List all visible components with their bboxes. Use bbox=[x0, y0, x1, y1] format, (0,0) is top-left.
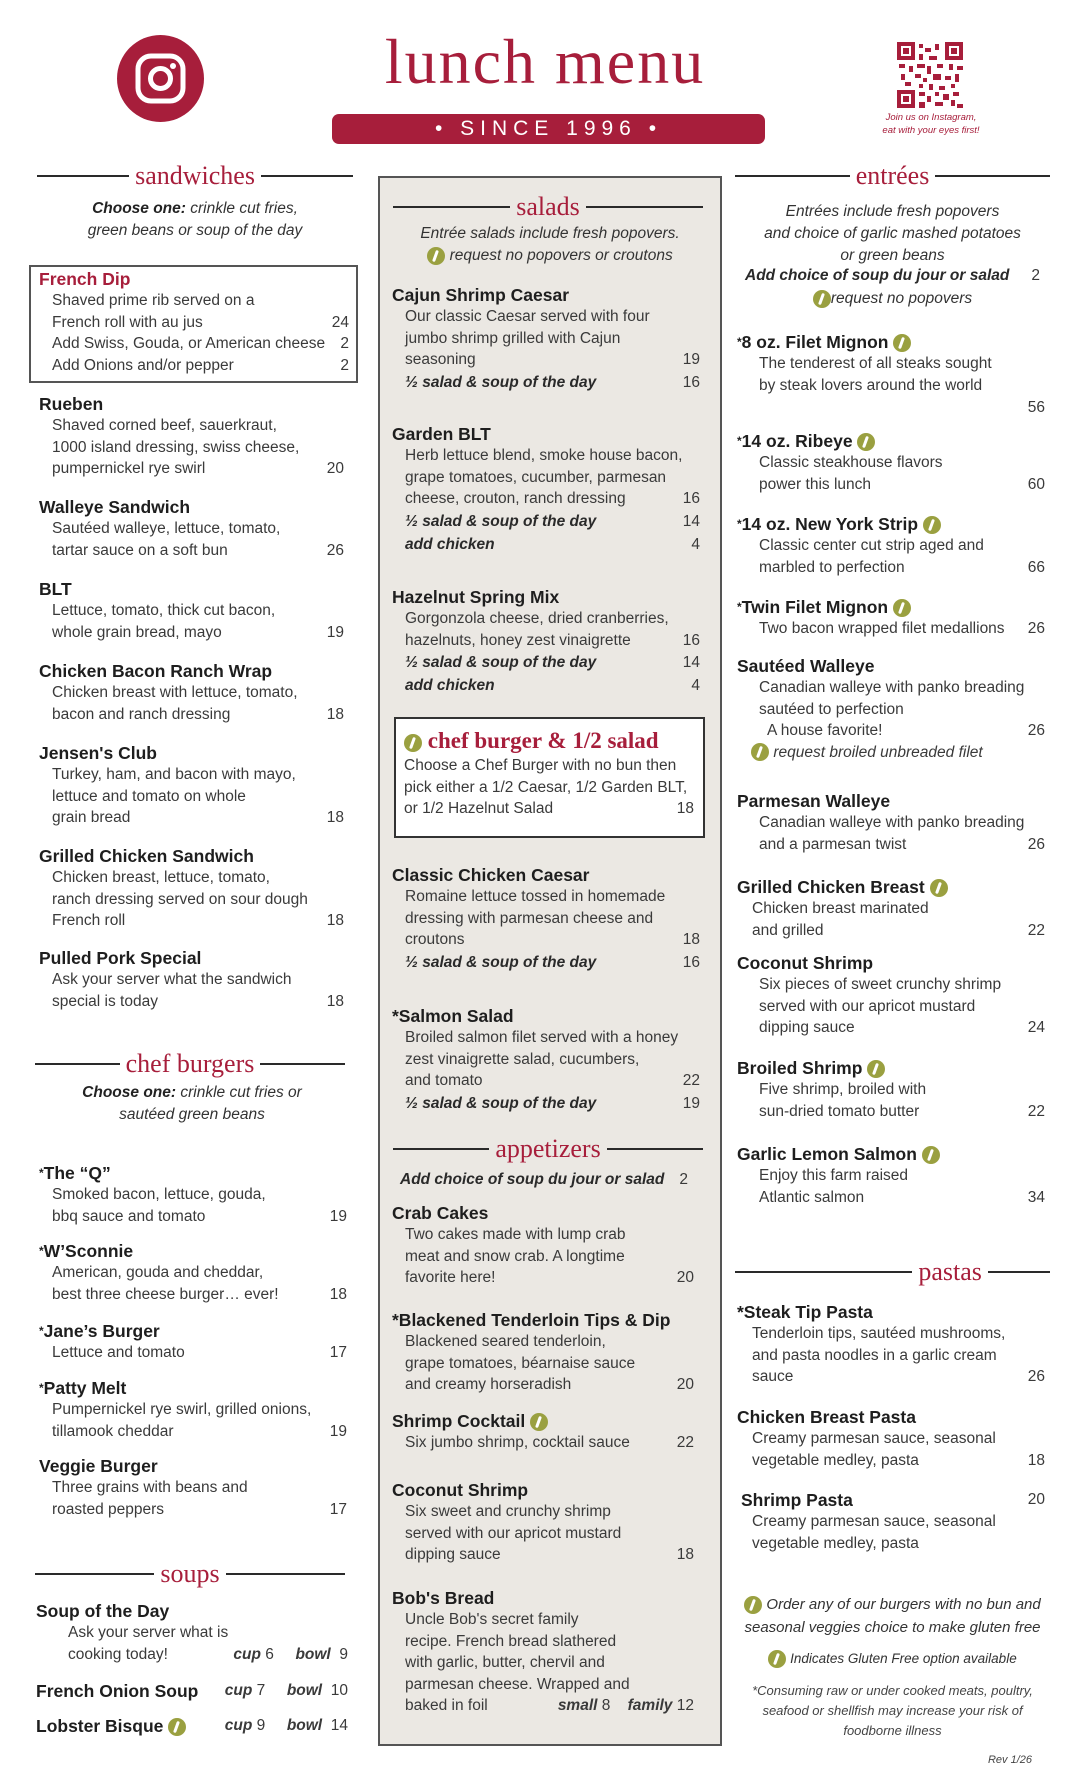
sandwiches-note: Choose one: crinkle cut fries, green beans or soup of the day bbox=[87, 200, 303, 239]
gluten-free-icon bbox=[751, 743, 769, 761]
gluten-free-legend: Indicates Gluten Free option available bbox=[740, 1648, 1045, 1670]
menu-item: French Onion Soup cup 7 bowl 10 bbox=[36, 1681, 348, 1701]
salads-note: Entrée salads include fresh popovers. request no popovers or croutons bbox=[420, 225, 680, 264]
menu-item: *14 oz. Ribeye Classic steakhouse flavors power this lunch 60 bbox=[737, 431, 1045, 493]
menu-item: Cajun Shrimp Caesar Our classic Caesar served with four jumbo shrimp grilled with Cajun seasoning 19 ½ salad & soup of the day 16 bbox=[392, 285, 700, 391]
gluten-free-icon bbox=[923, 516, 941, 534]
menu-item: Shrimp Cocktail Six jumbo shrimp, cocktail sauce 22 bbox=[392, 1411, 694, 1451]
gluten-free-icon bbox=[744, 1596, 762, 1614]
menu-item: Shrimp Pasta 20 Creamy parmesan sauce, seasonal vegetable medley, pasta bbox=[741, 1490, 1045, 1552]
burgers-note: Choose one: crinkle cut fries or sautéed green beans bbox=[82, 1084, 302, 1123]
salads-heading: salads bbox=[393, 192, 703, 222]
menu-item: Chicken Breast Pasta Creamy parmesan sauce, seasonal vegetable medley, pasta 18 bbox=[737, 1407, 1045, 1469]
sandwiches-heading: sandwiches bbox=[37, 161, 353, 191]
gluten-free-icon bbox=[427, 247, 445, 265]
menu-item: *Jane’s Burger Lettuce and tomato 17 bbox=[39, 1321, 347, 1361]
menu-item: Soup of the Day Ask your server what is cooking today! cup 6 bowl 9 bbox=[36, 1601, 348, 1663]
soups-heading: soups bbox=[35, 1559, 345, 1589]
instagram-caption: Join us on Instagram, eat with your eyes first! bbox=[882, 112, 980, 136]
menu-item: Grilled Chicken Sandwich Chicken breast, lettuce, tomato, ranch dressing served on sour dough French roll 18 bbox=[39, 846, 344, 929]
menu-item: *The “Q” Smoked bacon, lettuce, gouda, bbq sauce and tomato 19 bbox=[39, 1163, 347, 1225]
gluten-free-icon bbox=[930, 879, 948, 897]
menu-item: *Patty Melt Pumpernickel rye swirl, grilled onions, tillamook cheddar 19 bbox=[39, 1378, 347, 1440]
pastas-heading: pastas bbox=[735, 1257, 1050, 1287]
menu-item: Crab Cakes Two cakes made with lump crab meat and snow crab. A longtime favorite here! 20 bbox=[392, 1203, 694, 1286]
gluten-free-icon bbox=[768, 1650, 786, 1668]
consumer-advisory: *Consuming raw or under cooked meats, poultry, seafood or shellfish may increase your risk of foodborne illness bbox=[752, 1683, 1033, 1738]
menu-item: *Blackened Tenderloin Tips & Dip Blackened seared tenderloin, grape tomatoes, béarnaise sauce and creamy horseradish 20 bbox=[392, 1310, 694, 1393]
instagram-icon[interactable] bbox=[117, 35, 204, 122]
menu-item: Coconut Shrimp Six pieces of sweet crunchy shrimp served with our apricot mustard dipping sauce 24 bbox=[737, 953, 1045, 1036]
appetizers-note: Add choice of soup du jour or salad 2 bbox=[400, 1171, 688, 1188]
menu-item: Chicken Bacon Ranch Wrap Chicken breast with lettuce, tomato, bacon and ranch dressing 18 bbox=[39, 661, 344, 723]
menu-item: Garlic Lemon Salmon Enjoy this farm raised Atlantic salmon 34 bbox=[737, 1144, 1045, 1206]
qr-code-icon[interactable] bbox=[897, 42, 963, 108]
menu-item: Classic Chicken Caesar Romaine lettuce tossed in homemade dressing with parmesan cheese and croutons 18 ½ salad & soup of the day 16 bbox=[392, 865, 700, 971]
menu-item: Grilled Chicken Breast Chicken breast marinated and grilled 22 bbox=[737, 877, 1045, 939]
revision-label: Rev 1/26 bbox=[987, 1754, 1033, 1766]
menu-item: *Twin Filet Mignon Two bacon wrapped filet medallions 26 bbox=[737, 597, 1045, 637]
menu-item: Garden BLT Herb lettuce blend, smoke house bacon, grape tomatoes, cucumber, parmesan cheese, crouton, ranch dressing 16 ½ salad & soup of the day 14 add chicken 4 bbox=[392, 424, 700, 553]
menu-item: *Steak Tip Pasta Tenderloin tips, sautéed mushrooms, and pasta noodles in a garlic cream sauce 26 bbox=[737, 1302, 1045, 1385]
gluten-free-icon bbox=[404, 734, 422, 752]
menu-item: Coconut Shrimp Six sweet and crunchy shrimp served with our apricot mustard dipping sauce 18 bbox=[392, 1480, 694, 1563]
gluten-free-icon bbox=[530, 1413, 548, 1431]
menu-item: Hazelnut Spring Mix Gorgonzola cheese, dried cranberries, hazelnuts, honey zest vinaigrette 16 ½ salad & soup of the day 14 add chicken 4 bbox=[392, 587, 700, 694]
gluten-free-icon bbox=[922, 1146, 940, 1164]
menu-item: Sautéed Walleye Canadian walleye with panko breading sautéed to perfection A house favorite! 26 request broiled unbreaded filet bbox=[737, 656, 1045, 761]
menu-item: Rueben Shaved corned beef, sauerkraut, 1000 island dressing, swiss cheese, pumpernickel rye swirl 20 bbox=[39, 394, 344, 477]
entrees-heading: entrées bbox=[735, 161, 1050, 191]
gluten-free-icon bbox=[813, 290, 831, 308]
since-banner: • SINCE 1996 • bbox=[332, 114, 765, 144]
menu-item: Parmesan Walleye Canadian walleye with panko breading and a parmesan twist 26 bbox=[737, 791, 1045, 853]
entrees-soup-note: Add choice of soup du jour or salad 2 bbox=[745, 267, 1040, 284]
menu-item-french-dip: French Dip Shaved prime rib served on a French roll with au jus 24 Add Swiss, Gouda, or American cheese 2 Add Onions and/or pepper 2 bbox=[39, 269, 349, 374]
gluten-free-icon bbox=[867, 1060, 885, 1078]
menu-item-chef-burger-salad: chef burger & 1/2 salad Choose a Chef Burger with no bun then pick either a 1/2 Caesar, 1/2 Garden BLT, or 1/2 Hazelnut Salad 18 bbox=[404, 728, 694, 817]
gluten-free-icon bbox=[168, 1718, 186, 1736]
menu-item: Veggie Burger Three grains with beans and roasted peppers 17 bbox=[39, 1456, 347, 1518]
menu-item: *Salmon Salad Broiled salmon filet served with a honey zest vinaigrette salad, cucumbers, and tomato 22 ½ salad & soup of the day 19 bbox=[392, 1006, 700, 1112]
page-title: lunch menu bbox=[384, 26, 706, 97]
menu-item: Lobster Bisque cup 9 bowl 14 bbox=[36, 1716, 348, 1736]
chef-burgers-heading: chef burgers bbox=[35, 1049, 345, 1079]
menu-item: Walleye Sandwich Sautéed walleye, lettuce, tomato, tartar sauce on a soft bun 26 bbox=[39, 497, 344, 559]
gluten-free-note: Order any of our burgers with no bun and seasonal veggies choice to make gluten free bbox=[744, 1596, 1041, 1636]
menu-item: *8 oz. Filet Mignon The tenderest of all steaks sought by steak lovers around the world 56 bbox=[737, 332, 1045, 416]
entrees-note: Entrées include fresh popovers and choice of garlic mashed potatoes or green beans bbox=[764, 203, 1021, 264]
menu-item: Bob's Bread Uncle Bob's secret family recipe. French bread slathered with garlic, butter, chervil and parmesan cheese. Wrapped and baked in foil small 8 family 12 bbox=[392, 1588, 694, 1714]
gluten-free-icon bbox=[893, 599, 911, 617]
menu-item: Jensen's Club Turkey, ham, and bacon with mayo, lettuce and tomato on whole grain bread 18 bbox=[39, 743, 344, 826]
menu-item: *14 oz. New York Strip Classic center cut strip aged and marbled to perfection 66 bbox=[737, 514, 1045, 576]
gluten-free-icon bbox=[893, 334, 911, 352]
appetizers-heading: appetizers bbox=[393, 1134, 703, 1164]
menu-item: Pulled Pork Special Ask your server what the sandwich special is today 18 bbox=[39, 948, 344, 1010]
menu-item: *W’Sconnie American, gouda and cheddar, best three cheese burger… ever! 18 bbox=[39, 1241, 347, 1303]
menu-item: Broiled Shrimp Five shrimp, broiled with sun-dried tomato butter 22 bbox=[737, 1058, 1045, 1120]
menu-item: BLT Lettuce, tomato, thick cut bacon, whole grain bread, mayo 19 bbox=[39, 579, 344, 641]
gluten-free-icon bbox=[857, 433, 875, 451]
entrees-popover-note: request no popovers bbox=[735, 288, 1050, 310]
